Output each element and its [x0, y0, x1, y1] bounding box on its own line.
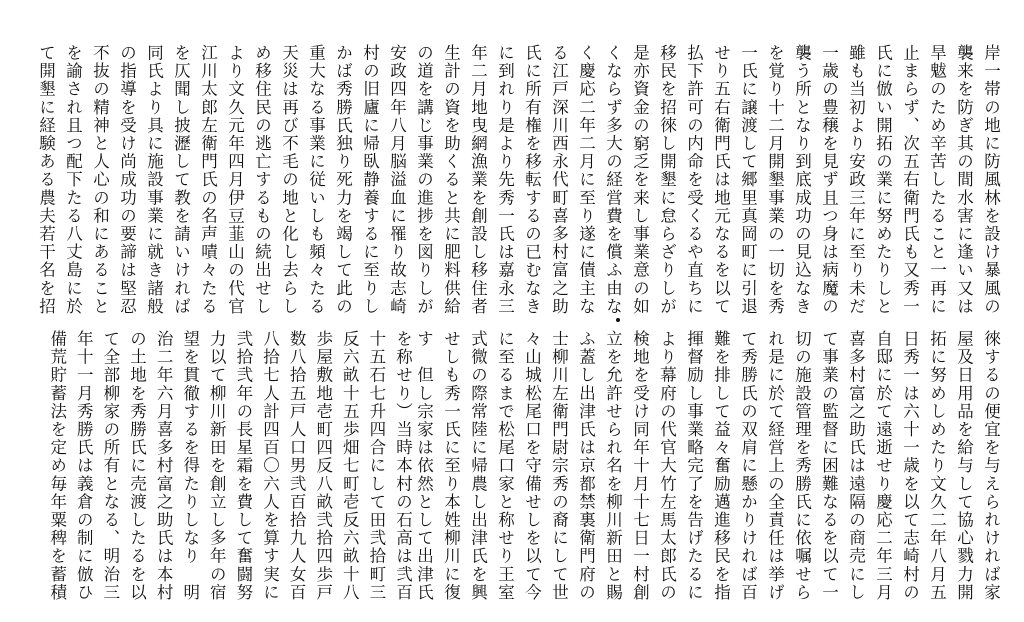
text-column: に到れり是より先秀一氏は嘉永三 — [495, 44, 515, 316]
text-column: 立を允許せられ名を柳川新田と賜 — [603, 330, 623, 602]
text-column: 不抜の精神と人心の和にあること — [90, 44, 110, 316]
text-column: より文久元年四月伊豆韮山の代官 — [225, 44, 245, 316]
text-column: れ是に於て経営上の全責任は挙げ — [765, 330, 785, 602]
text-column: く慶応二年二月に至り遂に債主な — [576, 44, 596, 316]
text-column: かば秀勝氏独り死力を竭して此の — [333, 44, 353, 316]
text-column: を仄聞し披瀝して教を請いければ — [171, 44, 191, 316]
text-column: ふ蓋し出津氏は京都禁裏衛門府の — [576, 330, 596, 602]
text-column: 止まらず、次五右衛門氏も又秀一 — [900, 44, 920, 316]
text-column: 式微の際常陸に帰農し出津氏を興 — [468, 330, 488, 602]
text-column: 揮督励し事業略完了を告げたるに — [684, 330, 704, 602]
text-column: 反六畝十五歩畑七町壱反六畝十八 — [340, 330, 360, 602]
text-column: 年二月地曳網漁業を創設し移住者 — [468, 44, 488, 316]
text-column: 数八拾五戸人口男弐百拾九人女百 — [287, 330, 307, 602]
text-column: 力以て柳川新田を創立し多年の宿 — [207, 330, 227, 602]
text-column: 一氏に譲渡して郷里真岡町に引退 — [738, 44, 758, 316]
text-column: を諭され且つ配下たる八丈島に於 — [63, 44, 83, 316]
text-column: を覚り十二月開墾事業の一切を秀 — [765, 44, 785, 316]
text-column: 村の旧廬に帰臥静養するに至りし — [360, 44, 380, 316]
text-column: 検地を受け同年十月十七日一村創 — [630, 330, 650, 602]
text-column: 岸一帯の地に防風林を設け暴風の — [981, 44, 1001, 316]
text-column: の指導を受け尚成功の要諦は堅忍 — [117, 44, 137, 316]
text-column: 望を貫徹するを得たりしなり 明 — [180, 330, 200, 602]
text-column: 歩屋敷地壱町四反八畝弐拾四歩戸 — [313, 330, 333, 602]
text-column: 日秀一は六十一歳を以て志崎村の — [900, 330, 920, 602]
text-column: 備荒貯蓄法を定め毎年粟稗を蓄積 — [47, 330, 67, 602]
text-column: 拓に努めしめたり文久二年八月五 — [927, 330, 947, 602]
text-column: 旱魃のため辛苦したること一再に — [927, 44, 947, 316]
text-column: 切の施設管理を秀勝氏に依嘱せら — [792, 330, 812, 602]
text-column: 氏に所有権を移転するの已むなき — [522, 44, 542, 316]
text-column: 自邸に於て遠逝せり慶応二年三月 — [873, 330, 893, 602]
text-column: 同氏より具に施設事業に就き諸般 — [144, 44, 164, 316]
text-column: 払下許可の内命を受くるや直ちに — [684, 44, 704, 316]
text-column: を称せり）当時本村の石高は弐百 — [393, 330, 413, 602]
text-column: くならず多大の経営費を償ふ由な — [603, 44, 623, 316]
text-column: 天災は再び不毛の地と化し去らし — [279, 44, 299, 316]
text-column: 移民を招徠し開墾に怠らざりしが — [657, 44, 677, 316]
text-column: 々山城松尾口を守備せしを以て今 — [522, 330, 542, 602]
text-column: て秀勝氏の双肩に懸かりければ百 — [738, 330, 758, 602]
text-column: す 但し宗家は依然として出津氏 — [414, 330, 434, 602]
text-column: 十五石七升四合にして田弐拾町三 — [366, 330, 386, 602]
text-column: 重大なる事業に従いしも頻々たる — [306, 44, 326, 316]
text-column: て事業の監督に困難なるを以て一 — [819, 330, 839, 602]
text-column: 徠するの便宜を与えられければ家 — [981, 330, 1001, 602]
text-column: せしも秀一氏に至り本姓柳川に復 — [441, 330, 461, 602]
text-column: 屋及日用品を給与して協心戮力開 — [954, 330, 974, 602]
text-column: 江川太郎左衛門氏の名声嘖々たる — [198, 44, 218, 316]
text-column: より幕府の代官大竹左馬太郎氏の — [657, 330, 677, 602]
text-column: 安政四年八月脳溢血に罹り故志崎 — [387, 44, 407, 316]
text-column: 喜多村富之助氏は遠隔の商売にし — [846, 330, 866, 602]
text-column: て全部柳家の所有となる、明治三 — [100, 330, 120, 602]
text-column: せり五右衛門氏は地元なるを以て — [711, 44, 731, 316]
text-column: る江戸深川西永代町喜多村富之助 — [549, 44, 569, 316]
text-column: の土地を秀勝氏に売渡したるを以 — [127, 330, 147, 602]
text-column: 難を排して益々奮励邁進移民を指 — [711, 330, 731, 602]
text-column: 一歳の豊穣を見ず且つ身は病魔の — [819, 44, 839, 316]
text-column: 士柳川左衛門尉宗秀の裔にして世 — [549, 330, 569, 602]
text-column: て開墾に経験ある農夫若干名を招 — [36, 44, 56, 316]
text-column: 雖も当初より安政三年に至り未だ — [846, 44, 866, 316]
text-column: 治二年六月喜多村富之助氏は本村 — [154, 330, 174, 602]
text-column: 氏に倣い開拓の業に努めたりしと — [873, 44, 893, 316]
text-column: 年十一月秀勝氏は義倉の制に倣ひ — [74, 330, 94, 602]
text-column: に至るまで松尾口家と称せり王室 — [495, 330, 515, 602]
text-column: 襲う所となり到底成功の見込なき — [792, 44, 812, 316]
ink-dot — [616, 318, 620, 322]
text-column: の道を講じ事業の進捗を図りしが — [414, 44, 434, 316]
text-column: め移住民の逃亡するもの続出せし — [252, 44, 272, 316]
text-column: 生計の資を助くると共に肥料供給 — [441, 44, 461, 316]
text-column: 是亦資金の窮乏を来し事業意の如 — [630, 44, 650, 316]
text-column: 弐拾弐年の長星霜を費して奮闘努 — [233, 330, 253, 602]
text-column: 襲来を防ぎ其の間水害に逢い又は — [954, 44, 974, 316]
text-column: 八拾七人計四百〇六人を算す実に — [260, 330, 280, 602]
